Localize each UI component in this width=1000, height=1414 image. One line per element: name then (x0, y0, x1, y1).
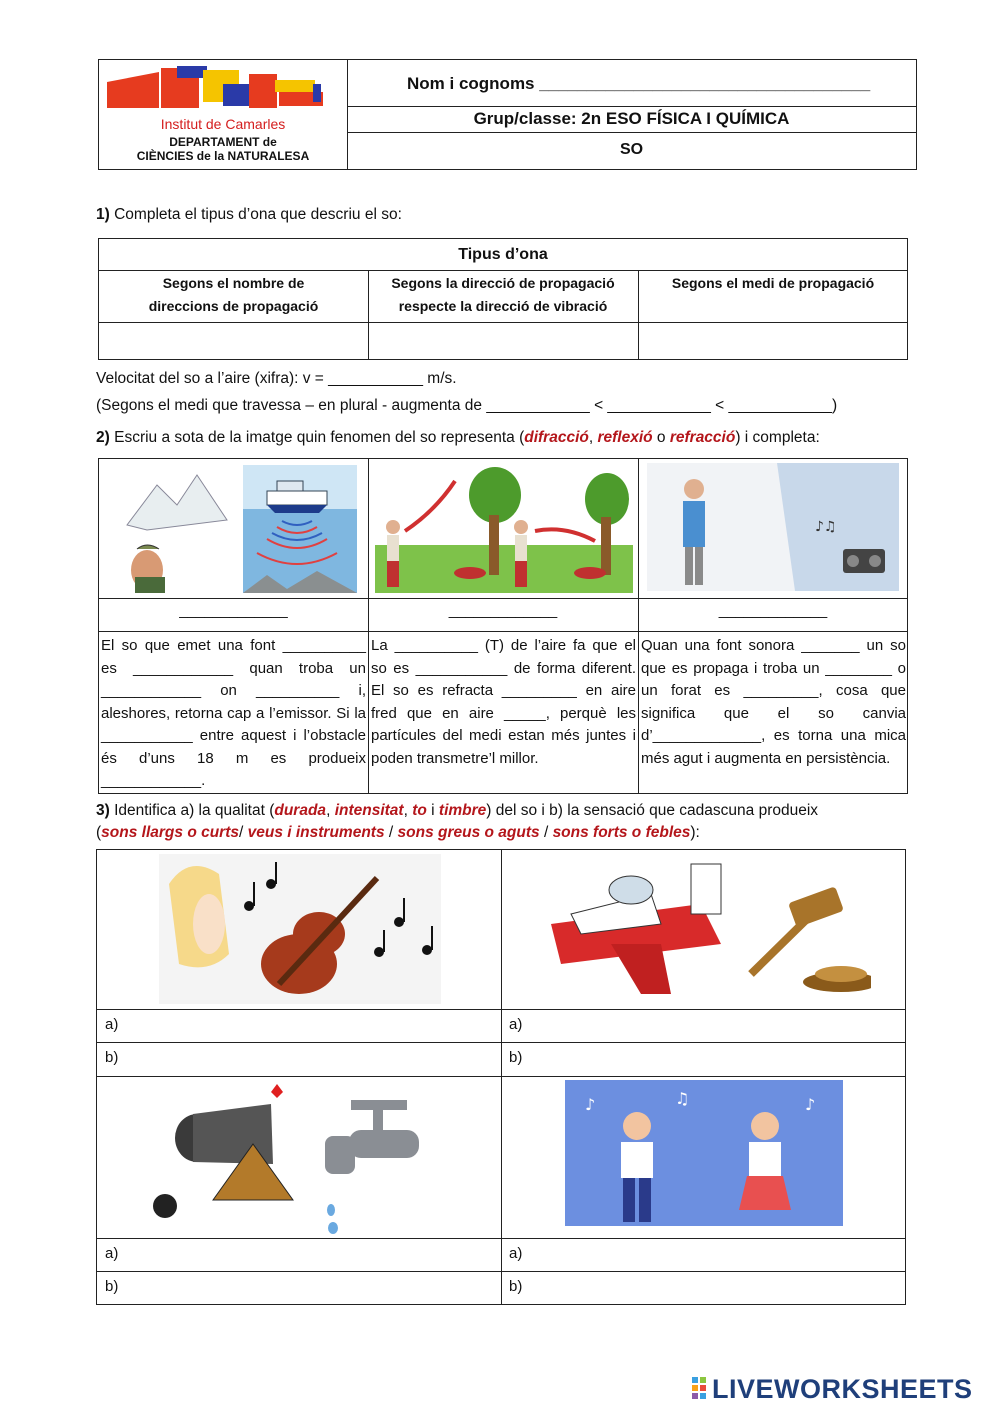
svg-text:♫: ♫ (675, 1089, 690, 1108)
table-title: Tipus d’ona (99, 239, 907, 271)
sensation-1: sons llargs o curts (101, 824, 239, 841)
col-directions-header: Segons el nombre de direccions de propagació (148, 275, 319, 314)
q1-number: 1) (96, 206, 110, 223)
group-label: Grup/classe: 2n ESO FÍSICA I QUÍMICA (473, 109, 790, 128)
echo-image (117, 465, 361, 593)
speed-line[interactable]: Velocitat del so a l’aire (xifra): v = ___________ m/s. (96, 370, 457, 387)
phenomena-table (98, 458, 908, 794)
quality-timbre: timbre (438, 802, 487, 819)
name-field[interactable]: Nom i cognoms ___________________________________ (407, 74, 871, 93)
row2-b-left[interactable]: b) (105, 1278, 119, 1295)
school-logo (99, 62, 347, 122)
row1-a-left[interactable]: a) (105, 1016, 119, 1033)
q1-text: Completa el tipus d’ona que descriu el so: (114, 206, 402, 223)
answer-directions-cell[interactable] (101, 325, 365, 357)
department-line1: DEPARTAMENT de (169, 135, 277, 149)
col-medium-header: Segons el medi de propagació (671, 275, 875, 291)
wave-type-table (98, 238, 908, 360)
quality-durada: durada (274, 802, 327, 819)
phenomenon-answer-3[interactable]: _____________ (718, 602, 828, 619)
diffraction-text[interactable]: Quan una font sonora _______ un so que es propaga i troba un ________ o un forat es _________, cosa que significa que el so canvia d’_____________, es torna una mica més agut i augmenta en persistència. (641, 637, 906, 767)
sensation-3: sons greus o aguts (397, 824, 540, 841)
header-box (98, 59, 917, 170)
row2-a-left[interactable]: a) (105, 1245, 119, 1262)
phenomenon-answer-1[interactable]: _____________ (179, 602, 288, 619)
quality-intensitat: intensitat (334, 802, 404, 819)
institution-name: Institut de Camarles (160, 116, 286, 132)
col-vibration-header: Segons la direcció de propagació respecte la direcció de vibració (391, 275, 615, 314)
refraction-text[interactable]: La __________ (T) de l’aire fa que el so es ___________ de forma diferent. El so es refracta _________ en aire fred que en aire _____, perquè les partícules del medi estan més juntes i poden transmetre’l millor. (371, 637, 636, 767)
option-difraccio: difracció (524, 429, 589, 446)
media-line[interactable]: (Segons el medi que travessa – en plural - augmenta de ____________ < ____________ < ____________) (96, 397, 838, 414)
header-info (347, 60, 916, 169)
row2-b-right[interactable]: b) (509, 1278, 523, 1295)
phenomenon-answer-2[interactable]: _____________ (448, 602, 558, 619)
refraction-image (375, 465, 633, 593)
q3-prompt: 3) Identifica a) la qualitat (durada, intensitat, to i timbre) del so i b) la sensació que cadascuna produeix (sons llargs o curts/ veus i instruments / sons greus o aguts / sons forts o febles): (96, 802, 819, 841)
row1-b-left[interactable]: b) (105, 1049, 119, 1066)
sensation-2: veus i instruments (247, 824, 385, 841)
singers-image (565, 1080, 843, 1226)
echo-text[interactable]: El so que emet una font __________ es ____________ quan troba un ____________ on __________ i, aleshores, retorna cap a l’emissor. Si la ___________ entre aquest i l’obstacle és d’uns 18 m es produeix ____________. (101, 637, 366, 789)
option-refraccio: refracció (669, 429, 736, 446)
svg-text:♪: ♪ (805, 1095, 816, 1114)
department-line2: CIÈNCIES de la NATURALESA (136, 149, 310, 163)
option-reflexio: reflexió (597, 429, 653, 446)
school-logo-area (99, 60, 348, 169)
quality-to: to (412, 802, 427, 819)
q2-prompt: 2) Escriu a sota de la imatge quin fenomen del so representa (difracció, reflexió o refracció) i completa: (96, 429, 820, 446)
airplane-gavel-image (541, 854, 871, 1004)
sensation-4: sons forts o febles (552, 824, 691, 841)
liveworksheets-logo (692, 1374, 973, 1404)
topic-label: SO (619, 141, 644, 158)
answer-vibration-cell[interactable] (371, 325, 635, 357)
liveworksheets-icon (692, 1377, 712, 1401)
row1-b-right[interactable]: b) (509, 1049, 523, 1066)
row2-a-right[interactable]: a) (509, 1245, 523, 1262)
cannon-tap-image (153, 1080, 453, 1234)
answer-medium-cell[interactable] (641, 325, 905, 357)
quality-table (96, 849, 906, 1305)
row1-a-right[interactable]: a) (509, 1016, 523, 1033)
brand-text: LIVEWORKSHEETS (712, 1373, 973, 1404)
q1-prompt (96, 204, 402, 226)
svg-text:♪♫: ♪♫ (815, 519, 837, 535)
voice-violin-image (159, 854, 441, 1004)
diffraction-image (647, 463, 899, 591)
svg-text:♪: ♪ (585, 1095, 596, 1114)
